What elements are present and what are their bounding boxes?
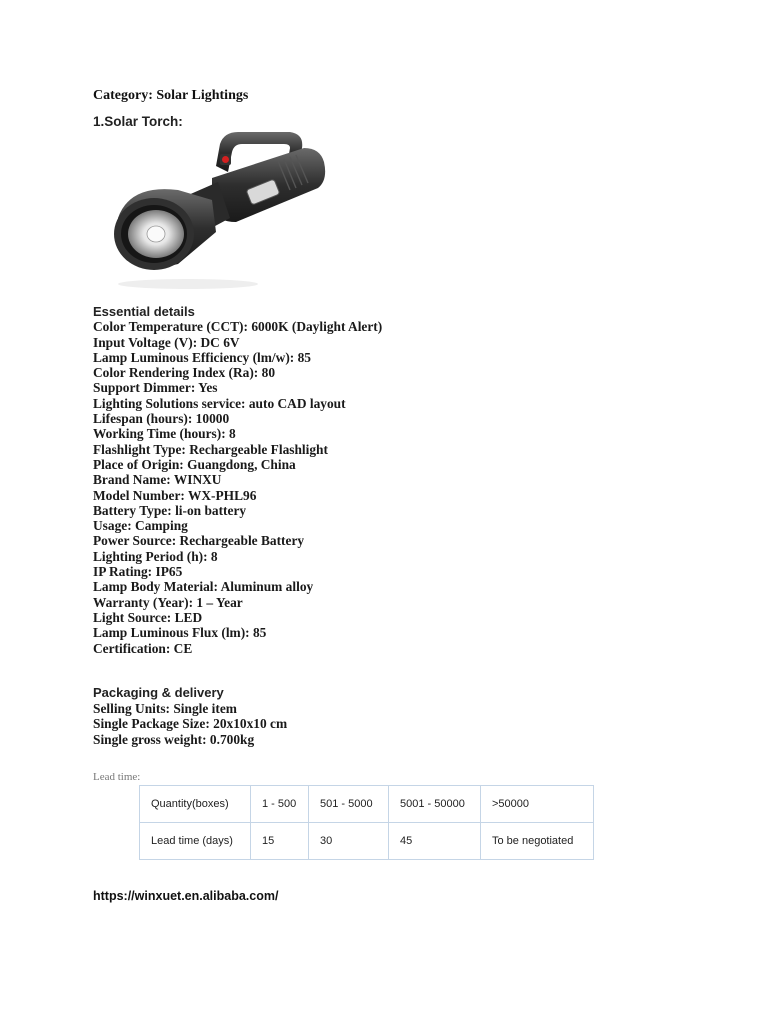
- detail-line: Lamp Body Material: Aluminum alloy: [93, 579, 314, 595]
- detail-line: Color Temperature (CCT): 6000K (Daylight Alert): [93, 319, 383, 335]
- detail-line: Warranty (Year): 1 – Year: [93, 594, 243, 610]
- detail-line: Lifespan (hours): 10000: [93, 411, 230, 427]
- detail-line: Flashlight Type: Rechargeable Flashlight: [93, 441, 328, 457]
- detail-line: Input Voltage (V): DC 6V: [93, 334, 240, 350]
- section-title: 1.Solar Torch:: [93, 114, 183, 129]
- table-cell: To be negotiated: [481, 823, 594, 860]
- detail-line: Lamp Luminous Flux (lm): 85: [93, 625, 267, 641]
- detail-line: Support Dimmer: Yes: [93, 380, 218, 396]
- store-url-link[interactable]: https://winxuet.en.alibaba.com/: [93, 889, 279, 903]
- detail-line: Usage: Camping: [93, 518, 188, 534]
- detail-line: Lighting Solutions service: auto CAD layout: [93, 395, 346, 411]
- table-cell: 15: [251, 823, 309, 860]
- table-row: [140, 786, 594, 823]
- essential-details: [93, 304, 382, 656]
- detail-line: Working Time (hours): 8: [93, 426, 236, 442]
- table-cell: 5001 - 50000: [389, 786, 481, 823]
- flashlight-image: [108, 126, 340, 290]
- packaging-line: Selling Units: Single item: [93, 700, 237, 716]
- detail-line: Model Number: WX-PHL96: [93, 487, 257, 503]
- lead-time-label: Lead time:: [93, 771, 141, 783]
- detail-line: IP Rating: IP65: [93, 564, 183, 580]
- detail-line: Battery Type: li-on battery: [93, 502, 247, 518]
- detail-line: Place of Origin: Guangdong, China: [93, 456, 296, 472]
- category-title: Category: Solar Lightings: [93, 88, 249, 103]
- table-cell: Quantity(boxes): [140, 786, 251, 823]
- essential-details-heading: Essential details: [93, 304, 195, 319]
- table-cell: Lead time (days): [140, 823, 251, 860]
- table-row: [140, 823, 594, 860]
- detail-line: Color Rendering Index (Ra): 80: [93, 365, 276, 381]
- table-cell: 45: [389, 823, 481, 860]
- detail-line: Lighting Period (h): 8: [93, 548, 218, 564]
- packaging-line: Single Package Size: 20x10x10 cm: [93, 716, 288, 731]
- table-cell: 1 - 500: [251, 786, 309, 823]
- packaging-delivery: [93, 685, 287, 747]
- packaging-heading: Packaging & delivery: [93, 685, 224, 700]
- packaging-line: Single gross weight: 0.700kg: [93, 731, 255, 747]
- detail-line: Brand Name: WINXU: [93, 472, 222, 488]
- table-cell: >50000: [481, 786, 594, 823]
- lead-time-table: [139, 785, 594, 860]
- table-cell: 501 - 5000: [309, 786, 389, 823]
- table-cell: 30: [309, 823, 389, 860]
- detail-line: Lamp Luminous Efficiency (lm/w): 85: [93, 349, 311, 365]
- detail-line: Certification: CE: [93, 640, 193, 656]
- detail-line: Power Source: Rechargeable Battery: [93, 533, 305, 549]
- detail-line: Light Source: LED: [93, 609, 203, 625]
